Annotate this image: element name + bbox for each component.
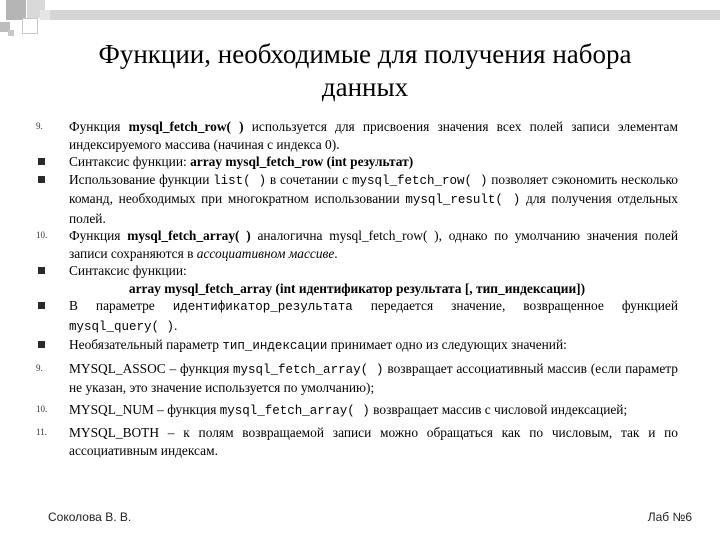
item-number: 10.: [36, 230, 48, 240]
function-name: mysql_fetch_row( ): [128, 119, 244, 134]
syntax-line: [36, 280, 678, 298]
code: mysql_fetch_row( ): [352, 173, 488, 188]
syntax: array mysql_fetch_row (int результат): [190, 154, 414, 169]
list-item: В параметре идентификатор_результата передается значение, возвращенное функцией mysql_query( ).: [36, 297, 678, 336]
content-list: [36, 118, 678, 459]
bullet-icon: [38, 341, 45, 348]
code: тип_индексации: [222, 339, 328, 353]
list-item: 10. Функция mysql_fetch_array( ) аналогична mysql_fetch_row( ), однако по умолчанию значения полей записи сохраняются в ассоциативном массиве.: [36, 228, 678, 261]
function-name: mysql_fetch_array( ): [127, 228, 251, 243]
item-number: 9.: [36, 362, 43, 373]
syntax: array mysql_fetch_array (int идентификатор результата [, тип_индексации]): [128, 280, 586, 296]
item-number: 11.: [36, 427, 47, 437]
list-item: 9. Функция mysql_fetch_row( ) используется для присвоения значения всех полей записи элементам индексируемого массива (начиная с индекса 0).: [36, 119, 678, 152]
decor-square: [22, 18, 38, 34]
item-number: 10.: [36, 403, 48, 414]
footer-lab: Лаб №6: [647, 510, 692, 524]
header-decoration: [0, 0, 720, 42]
list-item: 11. MYSQL_BOTH – к полям возвращаемой записи можно обращаться как по числовым, так и по ассоциативным индексам.: [36, 425, 678, 458]
bullet-icon: [38, 158, 45, 165]
item-number: 9.: [36, 121, 43, 131]
code: идентификатор_результата: [172, 300, 353, 314]
list-item: 9. MYSQL_ASSOC – функция mysql_fetch_array( ) возвращает ассоциативный массив (если параметр не указан, это значение используется по умолчанию);: [36, 360, 678, 395]
code: mysql_fetch_array( ): [233, 362, 384, 377]
decor-square: [40, 10, 50, 20]
list-item: Синтаксис функции: array mysql_fetch_row (int результат): [36, 153, 678, 171]
header-stripe: [50, 10, 720, 20]
list-item: 10. MYSQL_NUM – функция mysql_fetch_array( ) возвращает массив с числовой индексацией;: [36, 401, 628, 418]
slide-title: [30, 38, 700, 104]
decor-square: [6, 0, 26, 20]
code: mysql_query( ): [69, 319, 175, 334]
title-line-2: данных: [321, 72, 409, 102]
bullet-icon: [38, 302, 45, 309]
code: list( ): [213, 173, 267, 188]
code: mysql_fetch_array( ): [219, 403, 370, 418]
list-item: Синтаксис функции:: [36, 262, 678, 280]
title-line-1: Функции, необходимые для получения набора: [98, 39, 632, 69]
list-item: Необязательный параметр тип_индексации принимает одно из следующих значений:: [36, 336, 678, 356]
emphasis: ассоциативном массиве: [196, 245, 335, 261]
list-item: Использование функции list( ) в сочетании с mysql_fetch_row( ) позволяет сэкономить несколько команд, необходимых при многократном использовании mysql_result( ) для получения отдельных полей.: [36, 171, 678, 228]
bullet-icon: [38, 267, 45, 274]
footer-author: Соколова В. В.: [48, 510, 132, 524]
decor-square: [8, 30, 14, 36]
code: mysql_result( ): [405, 193, 521, 207]
bullet-icon: [38, 176, 45, 183]
